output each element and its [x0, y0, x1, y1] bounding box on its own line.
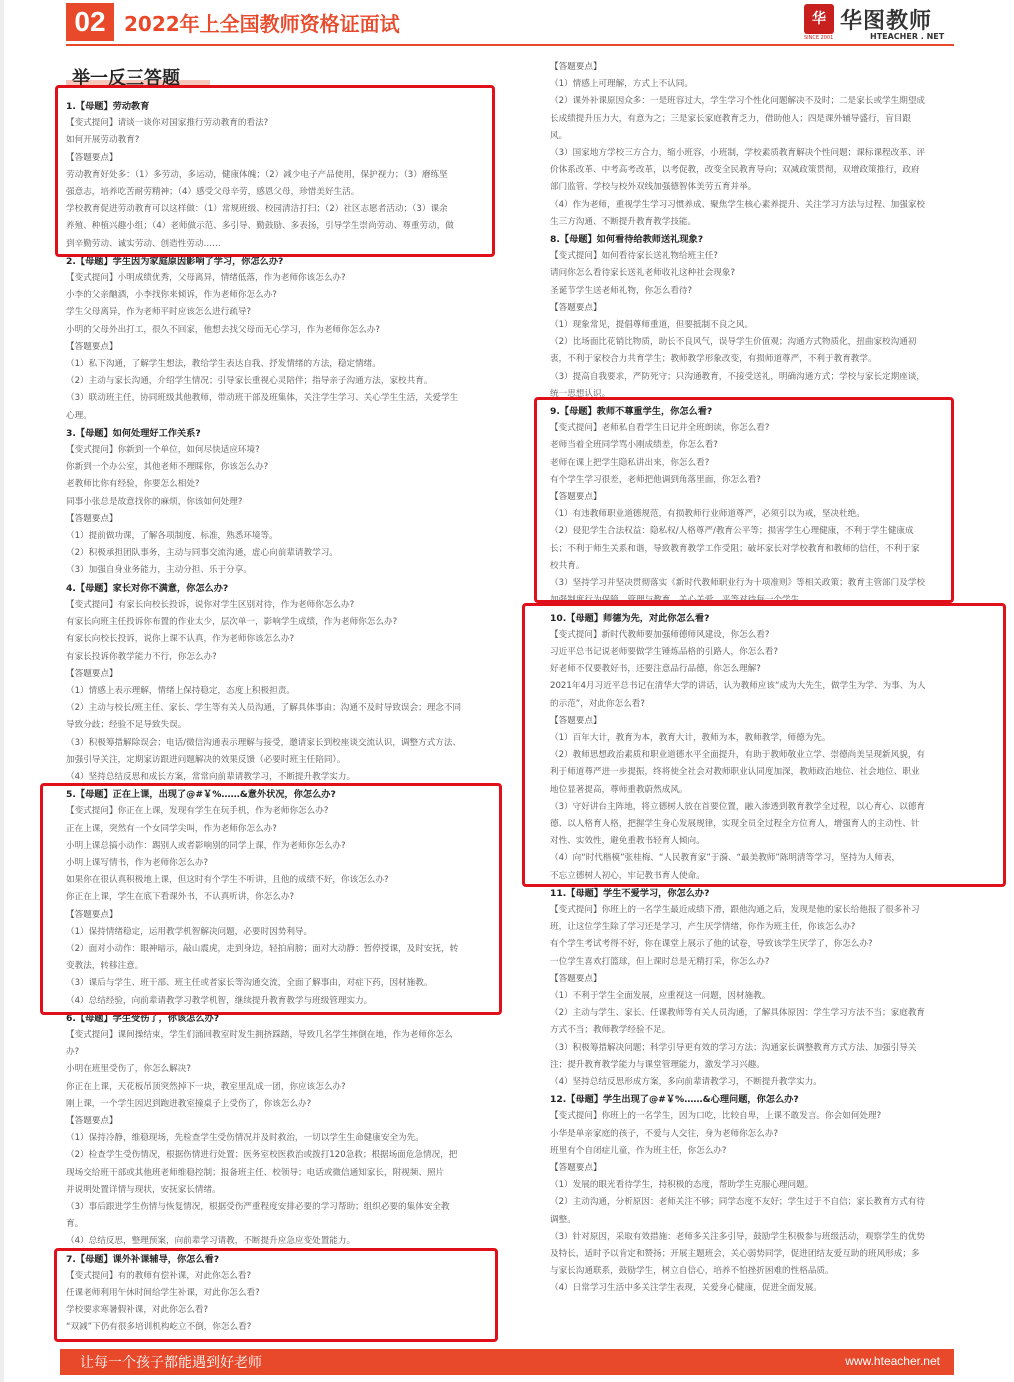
text-line: （2）主动与学生、家长、任课教师等有关人员沟通，了解具体原因：学生学习方法不当；家庭教育	[550, 1008, 926, 1019]
text-line: 正在上课，突然有一个女同学尖叫，作为老师你怎么办?	[66, 823, 277, 834]
text-line: （2）积极承担团队事务，主动与同事交流沟通，虚心向前辈请教学习。	[66, 548, 338, 559]
text-line: 【变式提问】课间操结束，学生们涌回教室时发生拥挤踩踏，导致几名学生摔倒在地，作为老师你怎么	[66, 1029, 453, 1040]
text-line: 生三方沟通、不断提升教育教学技能。	[550, 216, 697, 227]
text-line: 德、以人格育人格，把握学生身心发展规律，实现全员全过程全方位育人，增强育人的主动性、针	[550, 818, 920, 829]
text-line: 加强制度行为保障，管理与教育，关心关爱，平等对待每一个学生。	[550, 595, 808, 606]
text-line: （2）检查学生受伤情况，根据伤情进行处置；医务室校医救治或拨打120急救；根据场面危急情况，把	[66, 1150, 458, 1161]
text-line: 刚上课，一个学生因迟到跑进教室撞桌子上受伤了，你该怎么办?	[66, 1098, 312, 1109]
text-line: （1）提前做功课，了解各项制度、标准，熟悉环境等。	[66, 531, 278, 542]
text-line: 学生父母离异，作为老师平时应该怎么进行疏导?	[66, 307, 252, 318]
text-line: 小明在班里受伤了，你怎么解决?	[66, 1064, 191, 1075]
text-line: 对性、实效性，避免重教书轻育人倾向。	[550, 836, 705, 847]
text-line: 变教法，转移注意。	[66, 961, 144, 972]
text-line: （2）侵犯学生合法权益：隐私权/人格尊严/教育公平等；损害学生心理健康，不利于学生健康成	[550, 526, 914, 537]
text-line: 【变式提问】你正在上课，发现有学生在玩手机，作为老师你怎么办?	[66, 806, 329, 817]
text-line: （2）主动沟通，分析原因：老师关注不够；同学态度不友好；学生过于不自信；家长教育方式有待	[550, 1197, 926, 1208]
text-line: 【变式提问】有的教师有偿补课，对此你怎么看?	[66, 1270, 252, 1281]
text-line: 的示范”，对此你怎么看?	[550, 698, 645, 709]
text-line: 强意志，培养吃苦耐劳精神；（4）感受父母辛劳，感恩父母，珍惜美好生活。	[66, 187, 360, 198]
answer-key-label: 【答题要点】	[550, 1163, 602, 1173]
text-line: 并说明处置详情与现状，安抚家长情绪。	[66, 1184, 221, 1195]
text-line: （4）作为老师，重视学生学习习惯养成、聚焦学生核心素养提升、关注学习方法与过程、加强家校	[550, 199, 926, 210]
text-line: （3）事后跟进学生伤情与恢复情况，根据受伤严重程度安排必要的学习帮助；组织必要的集体安全教	[66, 1202, 450, 1212]
text-line: 地位显著提高，尊师重教蔚然成风。	[550, 784, 688, 795]
answer-key-label: 【答题要点】	[66, 341, 118, 352]
text-line: 及特长，适时予以肯定和赞扬；开展主题班会，关心弱势同学，促进团结友爱互助的班风形成；多	[550, 1249, 920, 1260]
text-line: （1）保持冷静，维稳现场，先检查学生受伤情况并及时救治，一切以学生生命健康安全为先。	[66, 1133, 424, 1144]
text-line: （2）课外补课原因众多：一是班容过大，学生学习个性化问题解决不及时；二是家长或学生期望成	[550, 96, 926, 107]
question-heading: 9.【母题】教师不尊重学生，你怎么看?	[550, 406, 713, 418]
text-line: 不忘立德树人初心，牢记教书育人使命。	[550, 870, 705, 881]
answer-key-label: 【答题要点】	[66, 513, 118, 524]
text-line: （1）有违教师职业道德规范，有损教师行业师道尊严，必须引以为戒，坚决杜绝。	[550, 509, 865, 520]
text-line: 有个学生考试考得不好，你在课堂上展示了他的试卷，导致该学生厌学了，你怎么办?	[550, 939, 873, 950]
text-line: 【变式提问】你新到一个单位，如何尽快适应环境?	[66, 445, 260, 456]
text-line: 长；不利于师生关系和谐，导致教育教学工作受阻；破坏家长对学校教育和教师的信任，不利于家	[550, 543, 920, 554]
text-line: （2）教师思想政治素质和职业道德水平全面提升，有助于教师敬业立学、崇德尚美呈现新风貌，有	[550, 750, 926, 761]
text-line: 有家长投诉你教学能力不行，你怎么办?	[66, 651, 217, 662]
text-line: （4）向“时代楷模”张桂梅、“人民教育家”于漪、“最美教师”陈明清等学习，坚持为人师表，	[550, 853, 901, 864]
highlight-box-q7	[54, 1248, 498, 1342]
question-heading: 12.【母题】学生出现了@#￥%……&心理问题，你怎么办?	[550, 1094, 799, 1106]
text-line: 小明的父母外出打工，很久不回家，他想去找父母而无心学习，作为老师你怎么办?	[66, 324, 380, 335]
question-heading: 11.【母题】学生不爱学习，你怎么办?	[550, 887, 710, 899]
answer-key-label: 【答题要点】	[550, 302, 602, 313]
text-line: 圣诞节学生送老师礼物，你怎么看待?	[550, 285, 693, 296]
text-line: 现场交给班干部或其他班老师维稳控制；报备班主任、校领导；电话或微信通知家长，附视频、照片	[66, 1167, 445, 1178]
text-line: 习近平总书记说老师要做学生锤炼品格的引路人，你怎么看?	[550, 646, 778, 657]
answer-key-label: 【答题要点】	[550, 492, 602, 503]
text-line: 与家长沟通联系，鼓励学生，树立自信心，培养不怕挫折困难的性格品质。	[550, 1266, 834, 1277]
text-line: 【变式提问】新时代教师要加强师德师风建设，你怎么看?	[550, 629, 770, 640]
text-line: （3）积极筹措解除误会；电话/微信沟通表示理解与接受，邀请家长到校座谈交流认识，调整方式方法、	[66, 737, 462, 748]
text-line: 注；提升教育教学能力与课堂管理能力，激发学习兴趣。	[550, 1059, 765, 1070]
text-line: （2）主动与家长沟通，介绍学生情况；引导家长重视心灵陪伴；指导亲子沟通方法，家校共育。	[66, 376, 433, 387]
page-footer	[60, 1349, 954, 1375]
text-line: 【变式提问】请谈一谈你对国家推行劳动教育的看法?	[66, 118, 269, 129]
logo-since: SINCE 2001	[804, 35, 834, 41]
logo-name: 华图教师	[840, 9, 933, 34]
text-line: 有个学生学习很差，老师把他调到角落里面，你怎么看?	[550, 474, 761, 485]
text-line: （1）情感上可理解，方式上不认同。	[550, 79, 693, 90]
text-line: 学校教育促进劳动教育可以这样做：（1）常规班级、校园清洁打扫；（2）社区志愿者活动；（3）课余	[66, 204, 448, 215]
text-line: 统一思想认识。	[550, 388, 611, 399]
answer-key-label: 【答题要点】	[550, 62, 602, 72]
text-line: 导致分歧；经验不足导致失误。	[66, 720, 187, 731]
text-line: （4）日常学习生活中多关注学生表现，关爱身心健康，促进全面发展。	[550, 1283, 822, 1294]
page-title: 2022年上全国教师资格证面试	[124, 12, 400, 36]
text-line: （3）国家地方学校三方合力，缩小班容，小班制，学校素质教育解决个性问题；课标课程改革、评	[550, 148, 926, 159]
text-line: 小明上课总搞小动作：踢别人或者影响别的同学上课，作为老师你怎么办?	[66, 840, 346, 851]
text-line: “双减”下仍有很多培训机构屹立不倒，你怎么看?	[66, 1322, 252, 1333]
text-line: 2021年4月习近平总书记在清华大学的讲话，认为教师应该“成为大先生，做学生为学、为事、为人	[550, 681, 926, 692]
text-line: 校共育。	[550, 560, 585, 571]
text-line: 调整。	[550, 1214, 576, 1225]
text-line: 请问你怎么看待家长送礼老师收礼这种社会现象?	[550, 268, 736, 279]
answer-key-label: 【答题要点】	[66, 152, 118, 163]
text-line: 【变式提问】有家长向校长投诉，说你对学生区别对待，作为老师你怎么办?	[66, 599, 355, 610]
text-line: （4）坚持总结反思和成长方案，常常向前辈请教学习，不断提升教学实力。	[66, 771, 356, 782]
text-line: （2）主动与校长/班主任、家长、学生等有关人员沟通，了解具体事由；沟通不及时导致误会；理念不同	[66, 703, 462, 714]
header-rule	[66, 44, 954, 46]
text-line: 办?	[66, 1047, 80, 1058]
question-heading: 5.【母题】正在上课，出现了@#￥%……&意外状况，你怎么办?	[66, 789, 336, 801]
footer-slogan: 让每一个孩子都能遇到好老师	[80, 1355, 262, 1371]
text-line: 长成绩提升压力大，有意为之；三是家长家庭教育乏力，借助他人；四是课外辅导盛行，盲目跟	[550, 113, 911, 124]
text-line: （3）坚持学习并坚决贯彻落实《新时代教师职业行为十项准则》等相关政策；教育主管部门及学校	[550, 578, 926, 589]
text-line: （3）联动班主任，协同班级其他教师，带动班干部及班集体，关注学生学习、关心学生生活，关爱学生	[66, 393, 459, 404]
page-header	[0, 0, 1014, 50]
text-line: 同事小张总是故意找你的麻烦，你该如何处理?	[66, 496, 243, 507]
text-line: 你新到一个办公室，其他老师不理睬你，你该怎么办?	[66, 462, 269, 473]
answer-key-label: 【答题要点】	[550, 715, 602, 726]
question-heading: 6.【母题】学生受伤了，你该怎么办?	[66, 1012, 220, 1024]
text-line: 你正在上课，学生在底下看课外书，不认真听讲，你怎么办?	[66, 892, 294, 903]
text-line: （2）面对小动作：眼神暗示，敲山震虎，走到身边，轻拍肩膀；面对大动静：暂停授课，及时安抚，转	[66, 943, 459, 954]
section-title: 举一反三答题	[72, 64, 180, 90]
text-line: 好老师不仅要教好书，还要注意品行品德，你怎么理解?	[550, 664, 761, 675]
text-line: 利于师道尊严进一步提振，终将使全社会对教师职业认同度加深，教师政治地位、社会地位、职业	[550, 767, 920, 778]
text-line: 到辛勤劳动、诚实劳动、创造性劳动……	[66, 238, 221, 249]
text-line: 有家长向班主任投诉你布置的作业太少，层次单一，影响学生成绩，作为老师你怎么办?	[66, 617, 398, 628]
text-line: 【变式提问】老师私自看学生日记并全班朗读，你怎么看?	[550, 423, 770, 434]
page-edge	[0, 0, 4, 1382]
question-heading: 10.【母题】师德为先，对此你怎么看?	[550, 612, 710, 624]
text-line: 小华是单亲家庭的孩子，不爱与人交往，身为老师你怎么办?	[550, 1128, 778, 1139]
text-line: 有家长向校长投诉，说你上课不认真，作为老师你该怎么办?	[66, 634, 294, 645]
question-heading: 2.【母题】学生因为家庭原因影响了学习，你怎么办?	[66, 255, 284, 267]
text-line: 一位学生喜欢打篮球，但上课时总是无精打采，你怎么办?	[550, 956, 770, 967]
highlight-box-q10	[522, 603, 1006, 887]
text-line: （3）积极筹措解决问题；科学引导更有效的学习方法；沟通家长调整教育方式方法、加强引导关	[550, 1042, 917, 1053]
text-line: （1）发展的眼光看待学生，持积极的态度，帮助学生克服心理问题。	[550, 1180, 814, 1191]
text-line: 老教师比你有经验，你要怎么相处?	[66, 479, 200, 490]
text-line: 【变式提问】小明成绩优秀，父母离异，情绪低落，作为老师你该怎么办?	[66, 273, 346, 284]
text-line: 学校要求寒暑假补课，对此你怎么看?	[66, 1305, 209, 1316]
logo-mark-icon: 华	[804, 4, 834, 34]
answer-key-label: 【答题要点】	[66, 668, 118, 679]
text-line: 育。	[66, 1219, 84, 1230]
text-line: （1）不利于学生全面发展，应重视这一问题，因材施教。	[550, 990, 771, 1001]
text-line: （3）守好讲台主阵地，将立德树人放在首要位置，融入渗透到教育教学全过程，以心育心、以德育	[550, 801, 926, 812]
text-line: 任课老师利用午休时间给学生补课，对此你怎么看?	[66, 1288, 260, 1299]
text-line: （1）私下沟通，了解学生想法，教给学生表达自我、抒发情绪的方法，稳定情绪。	[66, 359, 381, 370]
text-line: 如何开展劳动教育?	[66, 135, 140, 146]
text-line: 老师当着全班同学骂小刚成绩差，你怎么看?	[550, 440, 718, 451]
text-line: （4）总结反思，整理预案，向前辈学习请教，不断提升应急应变处置能力。	[66, 1236, 356, 1247]
text-line: 小李的父亲酗酒，小李找你来倾诉，作为老师你怎么办?	[66, 290, 277, 301]
text-line: （3）提高自我要求，严防死守；只沟通教育，不接受送礼，明确沟通方式；学校与家长定期座谈，	[550, 371, 926, 382]
text-line: （1）保持情绪稳定，运用教学机智解决问题，必要时因势利导。	[66, 926, 313, 937]
highlight-box-q5	[40, 783, 502, 1015]
question-heading: 8.【母题】如何看待给教师送礼现象?	[550, 234, 704, 246]
text-line: （1）百年大计，教育为本，教育大计，教师为本，教师教学，师德为先。	[550, 732, 831, 743]
text-line: （3）课后与学生、班干部、班主任或者家长等沟通交流，全面了解事由，对症下药，因材施教。	[66, 978, 433, 989]
text-line: 【变式提问】你班上的一名学生，因为口吃，比较自卑，上课不敢发言。你会如何处理?	[550, 1111, 882, 1122]
text-line: 风。	[550, 130, 568, 141]
text-line: （4）坚持总结反思形成方案，多向前辈请教学习，不断提升教学实力。	[550, 1076, 822, 1087]
highlight-box-q9	[534, 397, 954, 603]
text-line: 班，让这位学生除了学习还是学习，产生厌学情绪，你作为班主任，你该怎么办?	[550, 922, 856, 933]
question-heading: 1.【母题】劳动教育	[66, 101, 150, 112]
text-line: 如果你在很认真积极地上课，但这时有个学生不听讲，且他的成绩不好，你该怎么办?	[66, 875, 389, 886]
question-heading: 4.【母题】家长对你不满意，你怎么办?	[66, 582, 229, 594]
text-line: 方式不当；教师教学经验不足。	[550, 1025, 671, 1036]
highlight-box-q1	[55, 85, 495, 257]
answer-key-label: 【答题要点】	[550, 973, 602, 984]
text-line: 部门监管、学校与校外双线加强德智体美劳五育并举。	[550, 182, 757, 193]
text-line: （4）总结经验，向前辈请教学习教学机智，继续提升教育教学与班级管理实力。	[66, 995, 373, 1006]
answer-key-label: 【答题要点】	[66, 909, 118, 920]
answer-key-label: 【答题要点】	[66, 1115, 118, 1126]
text-line: 养殖、种植兴趣小组；（4）老师做示范、多引导、勤鼓励、多表扬，引导学生崇尚劳动、尊重劳动，做	[66, 221, 454, 232]
text-line: 心理。	[66, 410, 92, 421]
text-line: （3）针对原因，采取有效措施：老师多关注多引导，鼓励学生积极参与班级活动，观察学生的优势	[550, 1231, 926, 1242]
text-line: 价体系改革、中考高考改革，以考促教，改变全民教育导向；双减政策贯彻，双增政策推行，政府	[550, 165, 920, 176]
left-column	[66, 98, 490, 1337]
text-line: 老师在课上把学生隐私讲出来，你怎么看?	[550, 457, 710, 468]
footer-url: www.hteacher.net	[845, 1354, 940, 1368]
text-line: 劳动教育好处多：（1）多劳动，多运动，健康体魄；（2）减少电子产品使用，保护视力；（3）磨练坚	[66, 169, 448, 180]
text-line: 加强引导关注，定期家访跟进问题解决的效果反馈（必要时班主任陪同）。	[66, 754, 346, 765]
text-line: 【变式提问】如何看待家长送礼物给班主任?	[550, 251, 718, 262]
text-line: （3）加强自身业务能力，主动分担、乐于分享。	[66, 565, 252, 576]
text-line: 小明上课写情书，作为老师你怎么办?	[66, 857, 209, 868]
question-heading: 3.【母题】如何处理好工作关系?	[66, 427, 201, 439]
brand-logo	[804, 4, 954, 42]
text-line: 衷，不利于家校合力共育学生；教师教学形象改变，有损师道尊严，不利于教育教学。	[550, 354, 877, 365]
logo-domain: HTEACHER . NET	[870, 32, 945, 41]
question-heading: 7.【母题】课外补课辅导，你怎么看?	[66, 1253, 220, 1265]
text-line: 你正在上课，天花板吊顶突然掉下一块，教室里乱成一团，你应该怎么办?	[66, 1081, 346, 1092]
chapter-number: 02	[66, 3, 114, 41]
text-line: （1）情感上表示理解，情绪上保持稳定，态度上积极担责。	[66, 685, 295, 696]
text-line: （1）现象常见，提倡尊师重道，但要抵制不良之风。	[550, 320, 754, 331]
text-line: （2）比场面比花销比物质，助长不良风气，误导学生价值观；沟通方式物质化，扭曲家校沟通初	[550, 337, 917, 348]
text-line: 【变式提问】你班上的一名学生最近成绩下滑，跟他沟通之后，发现是他的家长给他报了很多补习	[550, 904, 920, 915]
text-line: 班里有个自闭症儿童，作为班主任，你怎么办?	[550, 1145, 727, 1156]
